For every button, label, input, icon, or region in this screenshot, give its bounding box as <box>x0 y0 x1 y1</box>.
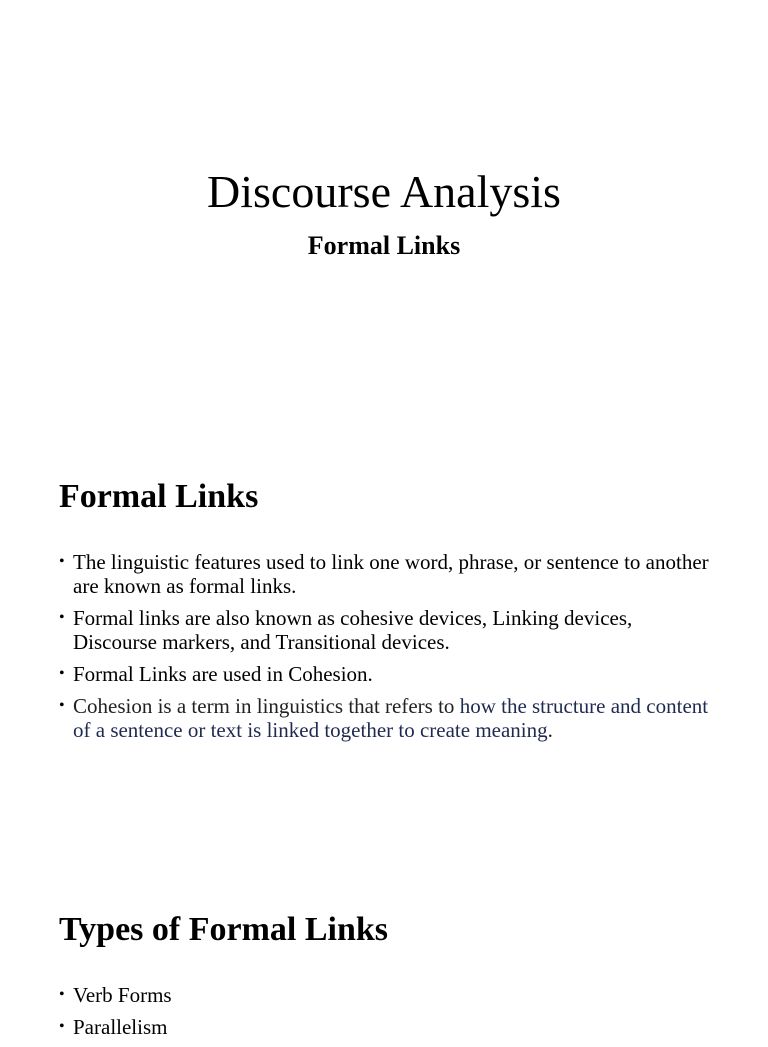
types-bullet-list <box>59 983 709 1047</box>
subtitle: Formal Links <box>307 231 461 260</box>
bullet-icon: • <box>59 1018 65 1035</box>
list-item <box>59 694 709 742</box>
bullet-icon: • <box>59 665 65 682</box>
list-item <box>59 1015 709 1039</box>
bullet-text: Formal Links are used in Cohesion. <box>73 662 373 686</box>
bullet-text: The linguistic features used to link one word, phrase, or sentence to another are known as formal links. <box>73 550 709 598</box>
bullet-icon: • <box>59 697 65 714</box>
list-item <box>59 983 709 1007</box>
list-item <box>59 606 709 654</box>
section-heading-types: Types of Formal Links <box>59 911 389 948</box>
list-item <box>59 550 709 598</box>
bullet-text-part: Cohesion is a term in linguistics that refers to <box>73 694 460 718</box>
bullet-text: Parallelism <box>73 1015 168 1039</box>
list-item <box>59 662 709 686</box>
formal-links-bullet-list <box>59 550 709 750</box>
title-slide <box>0 0 768 432</box>
bullet-text: Verb Forms <box>73 983 172 1007</box>
bullet-icon: • <box>59 986 65 1003</box>
bullet-text-end: . <box>547 718 553 742</box>
bullet-icon: • <box>59 609 65 626</box>
section-heading-formal-links: Formal Links <box>59 478 259 515</box>
bullet-icon: • <box>59 553 65 570</box>
bullet-text: Formal links are also known as cohesive devices, Linking devices, Discourse markers, and Transitional devices. <box>73 606 633 654</box>
main-title: Discourse Analysis <box>207 166 561 217</box>
bullet-text-highlight: how the structure and content of a sentence or text is linked together to create meaning <box>73 694 709 742</box>
